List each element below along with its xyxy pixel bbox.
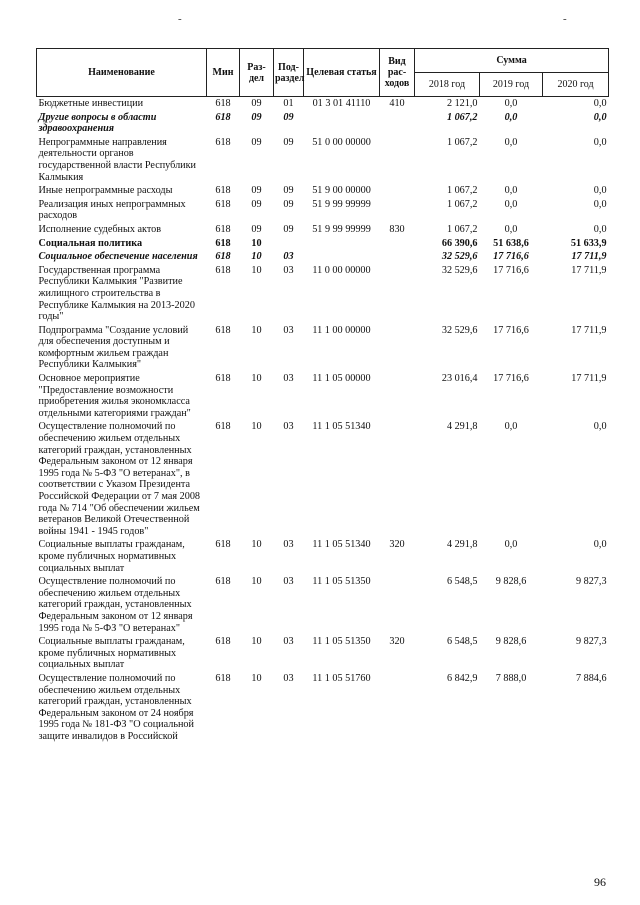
row-value-2019: 0,0 [504,111,518,123]
row-min: 618 [215,421,231,433]
row-vid [380,250,415,264]
row-min: 618 [215,98,231,109]
row-min: 618 [215,636,231,648]
row-razdel: 09 [251,198,262,210]
row-podrazdel: 09 [283,185,294,197]
table-body [37,97,609,744]
header-2020: 2020 год [543,73,609,97]
row-name: Государственная программа Республики Калмыкия "Развитие жилищного строительства в Республике Калмыкия на 2013-2020 годы" [38,264,195,323]
row-target [304,237,380,251]
header-name: Наименование [37,49,207,97]
row-value-2018: 6 548,5 [446,636,478,648]
row-value-2018: 1 067,2 [446,111,478,123]
row-podrazdel: 03 [283,324,294,336]
row-vid: 320 [389,539,405,551]
row-podrazdel: 03 [283,672,294,684]
row-value-2019: 0,0 [504,198,518,210]
table-row [37,420,609,538]
table-row [37,635,609,672]
header-podrazdel: Под-раздел [274,49,304,97]
row-value-2018: 4 291,8 [446,421,478,433]
row-podrazdel: 09 [283,111,294,123]
row-razdel: 10 [251,539,262,551]
table-row [37,672,609,744]
table-row [37,184,609,198]
row-podrazdel: 09 [283,136,294,148]
row-min: 618 [215,251,231,263]
page-number: 96 [594,875,606,889]
row-value-2020: 51 633,9 [570,237,607,249]
row-min: 618 [215,111,231,123]
row-podrazdel: 03 [283,539,294,551]
row-value-2019: 0,0 [504,185,518,197]
row-target [304,250,380,264]
row-vid [380,672,415,744]
row-value-2020: 0,0 [593,223,607,235]
header-vid: Вид рас-ходов [380,49,415,97]
row-vid: 320 [389,636,405,648]
row-value-2018: 4 291,8 [446,539,478,551]
row-value-2018: 32 529,6 [441,251,478,263]
row-razdel: 10 [251,264,262,276]
row-value-2020: 17 711,9 [571,373,607,385]
table-row [37,198,609,223]
row-min: 618 [215,672,231,684]
row-razdel: 10 [251,672,262,684]
row-target: 11 0 00 00000 [312,264,371,276]
row-value-2019: 0,0 [504,539,518,551]
table-row [37,250,609,264]
table-row [37,372,609,420]
row-min: 618 [215,576,231,588]
row-value-2020: 7 884,6 [575,672,607,684]
row-podrazdel: 03 [283,373,294,385]
row-razdel: 09 [251,136,262,148]
row-vid [380,237,415,251]
row-value-2020: 0,0 [593,198,607,210]
row-podrazdel: 03 [283,421,294,433]
row-min: 618 [215,264,231,276]
row-value-2019: 0,0 [504,421,518,433]
row-name: Социальные выплаты гражданам, кроме публичных нормативных социальных выплат [38,636,185,671]
row-value-2020: 9 827,3 [575,636,607,648]
row-target: 11 1 05 51760 [312,672,371,684]
row-value-2018: 32 529,6 [441,324,478,336]
row-name: Социальные выплаты гражданам, кроме публичных нормативных социальных выплат [38,539,185,574]
row-razdel: 10 [251,576,262,588]
row-vid [380,111,415,136]
row-podrazdel: 09 [283,198,294,210]
row-razdel: 09 [251,185,262,197]
table-row [37,111,609,136]
row-vid [380,264,415,324]
header-razdel: Раз-дел [240,49,274,97]
row-target: 11 1 05 51340 [312,421,371,433]
row-name: Бюджетные инвестиции [38,98,144,109]
row-vid [380,184,415,198]
row-target: 51 9 00 00000 [312,185,371,197]
row-value-2019: 0,0 [504,136,518,148]
row-name: Реализация иных непрограммных расходов [38,198,186,222]
row-vid [380,420,415,538]
row-value-2020: 0,0 [593,136,607,148]
row-value-2018: 23 016,4 [441,373,478,385]
row-value-2020: 17 711,9 [571,264,607,276]
row-podrazdel [274,237,304,251]
row-podrazdel: 09 [283,223,294,235]
row-vid [380,575,415,635]
row-name: Осуществление полномочий по обеспечению жильем отдельных категорий граждан, установленных Федеральным законом от 12 января 1995 года № 5-ФЗ "О ветеранах", в соответствии с Указом Президента Российской Федерации от 7 мая 2008 года № 714 "Об обеспечении жильем ветеранов Великой Отечественной войны 1941 - 1945 годов" [38,421,201,537]
row-value-2018: 1 067,2 [446,198,478,210]
row-name: Подпрограмма "Создание условий для обеспечения доступным и комфортным жильем граждан Республики Калмыкия" [38,324,189,371]
table-row [37,575,609,635]
row-podrazdel: 03 [283,636,294,648]
row-value-2018: 6 548,5 [446,576,478,588]
row-min: 618 [215,136,231,148]
row-target: 01 3 01 41110 [312,98,371,109]
row-name: Осуществление полномочий по обеспечению жильем отдельных категорий граждан, установленных Федеральным законом от 12 января 1995 года № 5-ФЗ "О ветеранах" [38,576,193,634]
row-value-2019: 17 716,6 [493,264,529,276]
row-value-2018: 1 067,2 [446,223,478,235]
row-value-2020: 0,0 [593,98,607,109]
top-mark-left: - [178,13,182,25]
row-value-2020: 0,0 [593,185,607,197]
row-value-2019: 9 828,6 [495,576,527,588]
row-razdel: 09 [251,223,262,235]
row-vid [380,136,415,184]
row-value-2018: 6 842,9 [446,672,478,684]
row-value-2019: 17 716,6 [493,373,529,385]
row-name: Исполнение судебных актов [38,223,162,235]
row-value-2019: 0,0 [504,223,518,235]
row-target: 51 9 99 99999 [312,198,371,210]
header-summa: Сумма [415,49,609,73]
row-razdel: 10 [251,636,262,648]
header-2019: 2019 год [480,73,543,97]
row-target: 11 1 05 51350 [312,636,371,648]
row-target: 11 1 05 00000 [312,373,371,385]
row-value-2018: 66 390,6 [441,237,478,249]
row-vid: 830 [389,223,405,235]
row-podrazdel: 01 [283,98,294,109]
row-min: 618 [215,185,231,197]
row-min: 618 [215,324,231,336]
row-name: Осуществление полномочий по обеспечению жильем отдельных категорий граждан, установленных Федеральным законом от 24 ноября 1995 года № 181-ФЗ "О социальной защите инвалидов в Российской [38,672,194,742]
row-value-2018: 32 529,6 [441,264,478,276]
row-vid [380,372,415,420]
row-razdel: 10 [251,373,262,385]
row-razdel: 10 [251,324,262,336]
row-vid: 410 [389,98,405,109]
row-name: Основное мероприятие "Предоставление возможности приобретения жилья экономкласса отдельными категориями граждан" [38,373,191,419]
row-value-2019: 0,0 [504,98,518,109]
row-min: 618 [215,223,231,235]
row-value-2018: 1 067,2 [446,136,478,148]
row-podrazdel: 03 [283,264,294,276]
row-target: 51 9 99 99999 [312,223,371,235]
row-podrazdel: 03 [283,576,294,588]
row-value-2019: 51 638,6 [493,237,529,249]
row-min: 618 [215,373,231,385]
row-value-2019: 7 888,0 [495,672,527,684]
row-vid [380,198,415,223]
table-row [37,223,609,237]
header-2018: 2018 год [415,73,480,97]
row-name: Социальное обеспечение населения [38,251,198,263]
row-name: Социальная политика [38,237,143,249]
row-podrazdel: 03 [283,251,294,263]
row-target: 11 1 05 51340 [312,539,371,551]
table-row [37,136,609,184]
row-value-2020: 17 711,9 [571,251,607,263]
row-min: 618 [215,539,231,551]
row-vid [380,324,415,372]
row-min: 618 [215,198,231,210]
row-value-2020: 0,0 [593,421,607,433]
row-razdel: 10 [251,237,262,249]
row-value-2020: 9 827,3 [575,576,607,588]
table-row [37,538,609,575]
row-name: Другие вопросы в области здравоохранения [38,111,157,135]
row-value-2019: 9 828,6 [495,636,527,648]
row-razdel: 09 [251,98,262,109]
table-row [37,264,609,324]
row-min: 618 [215,237,231,249]
row-name: Иные непрограммные расходы [38,185,173,197]
row-target: 11 1 05 51350 [312,576,371,588]
top-mark-right: - [563,13,567,25]
row-value-2020: 0,0 [593,111,607,123]
row-value-2018: 1 067,2 [446,185,478,197]
row-razdel: 10 [251,251,262,263]
row-razdel: 10 [251,421,262,433]
table-row [37,237,609,251]
header-target: Целевая статья [304,49,380,97]
table-row [37,324,609,372]
row-value-2018: 2 121,0 [446,98,478,109]
row-value-2019: 17 716,6 [493,324,529,336]
header-min: Мин [207,49,240,97]
budget-table [36,48,609,743]
table-row [37,97,609,111]
row-razdel: 09 [251,111,262,123]
row-name: Непрограммные направления деятельности органов государственной власти Республики Калмыкия [38,136,197,183]
row-target [304,111,380,136]
row-value-2019: 17 716,6 [493,251,529,263]
row-target: 11 1 00 00000 [312,324,371,336]
row-target: 51 0 00 00000 [312,136,371,148]
row-value-2020: 17 711,9 [571,324,607,336]
row-value-2020: 0,0 [593,539,607,551]
